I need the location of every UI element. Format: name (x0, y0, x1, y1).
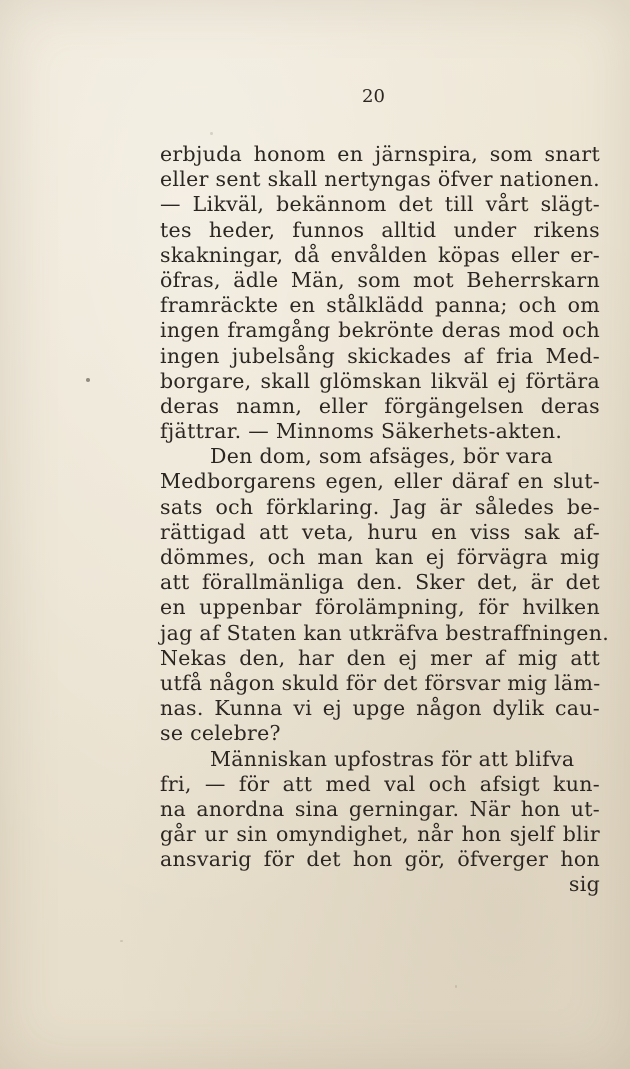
paper-speck (540, 610, 542, 612)
page-number: 20 (362, 86, 385, 107)
text-line: na anordna sina gerningar. När hon ut- (160, 796, 600, 821)
text-line: deras namn, eller förgängelsen deras (160, 393, 600, 418)
text-line: dömmes, och man kan ej förvägra mig (160, 545, 600, 569)
text-line: att förallmänliga den. Sker det, är det (160, 570, 600, 595)
text-line: eller sent skall nertyngas öfver nationen. (160, 167, 600, 192)
paragraph-start-line: Den dom, som afsäges, bör vara (210, 444, 554, 469)
text-line: Medborgarens egen, eller däraf en slut- (160, 469, 600, 494)
text-line: rättigad att veta, huru en viss sak af- (160, 519, 600, 544)
body-text (160, 142, 610, 898)
text-line: fri, — för att med val och afsigt kun- (160, 771, 600, 796)
text-line: se celebre? (160, 721, 281, 746)
text-line: en uppenbar förolämpning, för hvilken (160, 595, 600, 620)
text-line: ingen jubelsång skickades af fria Med- (160, 343, 600, 368)
paper-speck (455, 985, 457, 988)
text-line: — Likväl, bekännom det till vårt slägt- (160, 192, 600, 217)
text-line: jag af Staten kan utkräfva bestraffningen. (160, 620, 610, 645)
paragraph-start-line: Människan upfostras för att blifva (210, 746, 575, 771)
text-line: erbjuda honom en järnspira, som snart (160, 142, 600, 166)
paper-speck (210, 132, 213, 135)
paper-speck (120, 940, 123, 942)
margin-mark (86, 378, 90, 382)
text-line: framräckte en stålklädd panna; och om (160, 293, 600, 318)
text-line: öfras, ädle Män, som mot Beherrskarn (160, 267, 600, 292)
text-line: nas. Kunna vi ej upge någon dylik cau- (160, 696, 600, 721)
text-line: går ur sin omyndighet, når hon sjelf blir (160, 822, 600, 847)
text-line: utfå någon skuld för det försvar mig läm- (160, 670, 601, 695)
text-line: Nekas den, har den ej mer af mig att (160, 645, 600, 670)
text-line: ingen framgång bekrönte deras mod och (160, 318, 600, 343)
text-line: ansvarig för det hon gör, öfverger hon (160, 847, 600, 872)
text-line: borgare, skall glömskan likväl ej förtära (160, 368, 600, 393)
text-line: tes heder, funnos alltid under rikens (160, 217, 600, 242)
catchword: sig (568, 872, 600, 897)
text-line: fjättrar. — Minnoms Säkerhets-akten. (160, 419, 563, 444)
text-line: skakningar, då envålden köpas eller er- (160, 242, 600, 267)
text-line: sats och förklaring. Jag är således be- (160, 494, 600, 519)
